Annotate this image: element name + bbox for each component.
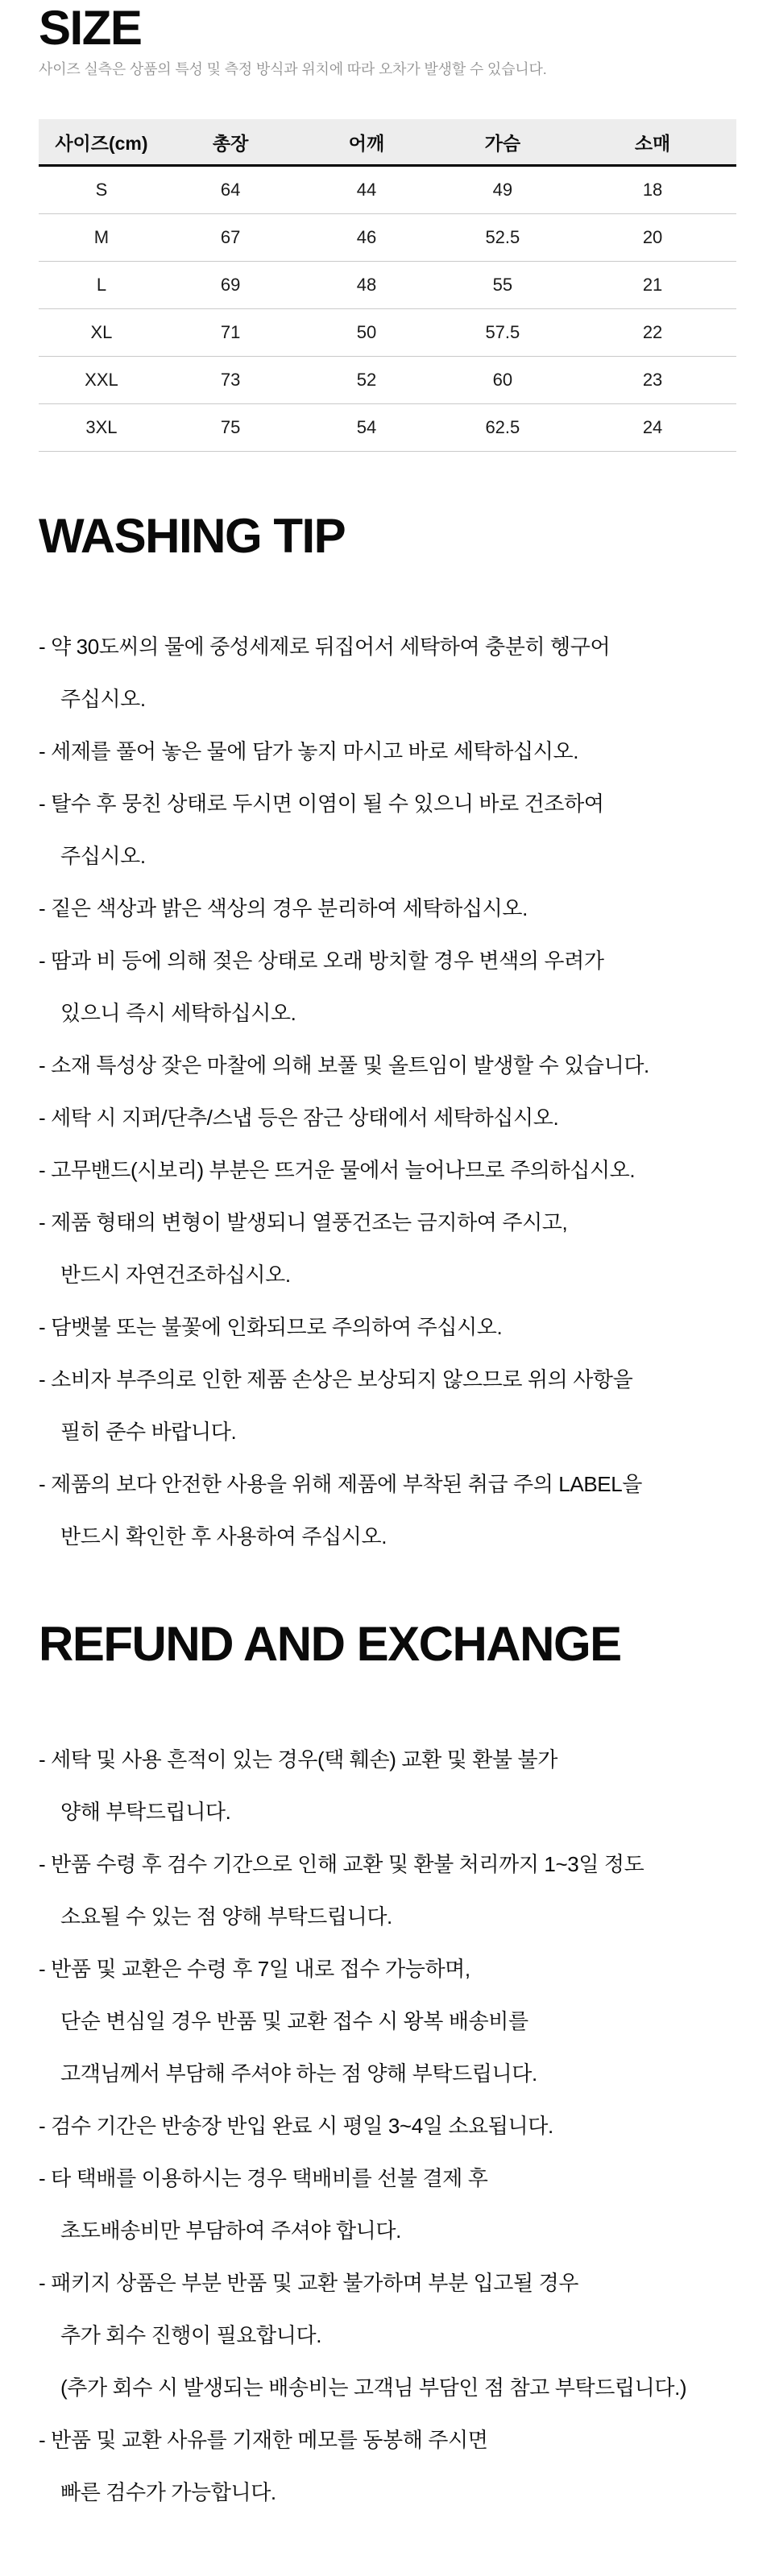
measurement-cell: 73 [164,357,297,404]
size-section [0,0,775,452]
measurement-cell: 18 [569,166,736,214]
measurement-cell: 67 [164,214,297,262]
list-item-continuation: 추가 회수 진행이 필요합니다. [60,2323,322,2347]
size-label-cell: L [39,262,164,309]
measurement-cell: 62.5 [437,404,570,452]
column-header: 어깨 [296,119,436,166]
list-item: - 패키지 상품은 부분 반품 및 교환 불가하며 부분 입고될 경우 [39,2271,579,2295]
size-label-cell: M [39,214,164,262]
washing-tip-title: WASHING TIP [39,509,346,563]
measurement-cell: 64 [164,166,297,214]
table-row [39,404,736,452]
list-item: - 땀과 비 등에 의해 젖은 상태로 오래 방치할 경우 변색의 우려가 [39,949,604,973]
measurement-cell: 71 [164,309,297,357]
list-item: - 약 30도씨의 물에 중성세제로 뒤집어서 세탁하여 충분히 헹구어 [39,635,611,659]
list-item-continuation: 반드시 확인한 후 사용하여 주십시오. [60,1524,388,1548]
washing-tip-list [0,621,775,1563]
measurement-cell: 52 [296,357,436,404]
measurement-cell: 69 [164,262,297,309]
list-item-continuation: 소요될 수 있는 점 양해 부탁드립니다. [60,1904,392,1929]
size-label-cell: S [39,166,164,214]
list-item: - 제품의 보다 안전한 사용을 위해 제품에 부착된 취급 주의 LABEL을 [39,1472,643,1496]
size-table [39,119,736,452]
list-item-continuation: 필히 준수 바랍니다. [60,1420,237,1444]
measurement-cell: 54 [296,404,436,452]
list-item: - 담뱃불 또는 불꽃에 인화되므로 주의하여 주십시오. [39,1315,503,1339]
list-item: - 세탁 및 사용 흔적이 있는 경우(택 훼손) 교환 및 환불 불가 [39,1747,557,1772]
measurement-cell: 21 [569,262,736,309]
list-item-continuation: 단순 변심일 경우 반품 및 교환 접수 시 왕복 배송비를 [60,2009,528,2033]
measurement-cell: 75 [164,404,297,452]
list-item: - 소재 특성상 잦은 마찰에 의해 보풀 및 올트임이 발생할 수 있습니다. [39,1053,649,1077]
measurement-cell: 52.5 [437,214,570,262]
list-item: - 고무밴드(시보리) 부분은 뜨거운 물에서 늘어나므로 주의하십시오. [39,1158,636,1182]
size-table-body [39,166,736,452]
list-item-continuation: 고객님께서 부담해 주셔야 하는 점 양해 부탁드립니다. [60,2061,537,2086]
list-item: - 세탁 시 지퍼/단추/스냅 등은 잠근 상태에서 세탁하십시오. [39,1106,559,1130]
refund-exchange-list [0,1734,775,2519]
list-item-continuation: 반드시 자연건조하십시오. [60,1263,291,1287]
list-item: - 타 택배를 이용하시는 경우 택배비를 선불 결제 후 [39,2166,488,2190]
list-item: - 짙은 색상과 밝은 색상의 경우 분리하여 세탁하십시오. [39,896,528,920]
measurement-cell: 48 [296,262,436,309]
measurement-cell: 22 [569,309,736,357]
column-header: 사이즈(cm) [39,119,164,166]
list-item: - 소비자 부주의로 인한 제품 손상은 보상되지 않으므로 위의 사항을 [39,1367,633,1391]
measurement-cell: 44 [296,166,436,214]
measurement-cell: 57.5 [437,309,570,357]
list-item: - 제품 형태의 변형이 발생되니 열풍건조는 금지하여 주시고, [39,1210,568,1234]
list-item: - 반품 수령 후 검수 기간으로 인해 교환 및 환불 처리까지 1~3일 정도 [39,1852,644,1876]
washing-tip-section [0,509,775,1563]
refund-exchange-section [0,1617,775,2519]
column-header: 총장 [164,119,297,166]
measurement-cell: 23 [569,357,736,404]
refund-exchange-title: REFUND AND EXCHANGE [39,1617,621,1671]
list-item-continuation: (추가 회수 시 발생되는 배송비는 고객님 부담인 점 참고 부탁드립니다.) [60,2375,687,2400]
measurement-cell: 55 [437,262,570,309]
list-item-continuation: 주십시오. [60,687,146,711]
size-note: 사이즈 실측은 상품의 특성 및 측정 방식과 위치에 따라 오차가 발생할 수 있습니다. [39,61,547,77]
list-item: - 탈수 후 뭉친 상태로 두시면 이염이 될 수 있으니 바로 건조하여 [39,792,604,816]
list-item: - 반품 및 교환은 수령 후 7일 내로 접수 가능하며, [39,1957,470,1981]
column-header: 가슴 [437,119,570,166]
column-header: 소매 [569,119,736,166]
measurement-cell: 50 [296,309,436,357]
measurement-cell: 46 [296,214,436,262]
list-item: - 세제를 풀어 놓은 물에 담가 놓지 마시고 바로 세탁하십시오. [39,739,579,763]
list-item-continuation: 주십시오. [60,844,146,868]
list-item: - 검수 기간은 반송장 반입 완료 시 평일 3~4일 소요됩니다. [39,2114,553,2138]
list-item: - 반품 및 교환 사유를 기재한 메모를 동봉해 주시면 [39,2428,488,2452]
size-label-cell: 3XL [39,404,164,452]
list-item-continuation: 양해 부탁드립니다. [60,1800,231,1824]
list-item-continuation: 초도배송비만 부담하여 주셔야 합니다. [60,2218,401,2243]
table-row [39,262,736,309]
measurement-cell: 20 [569,214,736,262]
list-item-continuation: 빠른 검수가 가능합니다. [60,2480,276,2504]
measurement-cell: 49 [437,166,570,214]
measurement-cell: 60 [437,357,570,404]
measurement-cell: 24 [569,404,736,452]
table-row [39,166,736,214]
table-row [39,309,736,357]
size-label-cell: XL [39,309,164,357]
size-title: SIZE [39,1,142,55]
size-label-cell: XXL [39,357,164,404]
table-row [39,214,736,262]
list-item-continuation: 있으니 즉시 세탁하십시오. [60,1001,296,1025]
size-table-header-row [39,119,736,166]
table-row [39,357,736,404]
